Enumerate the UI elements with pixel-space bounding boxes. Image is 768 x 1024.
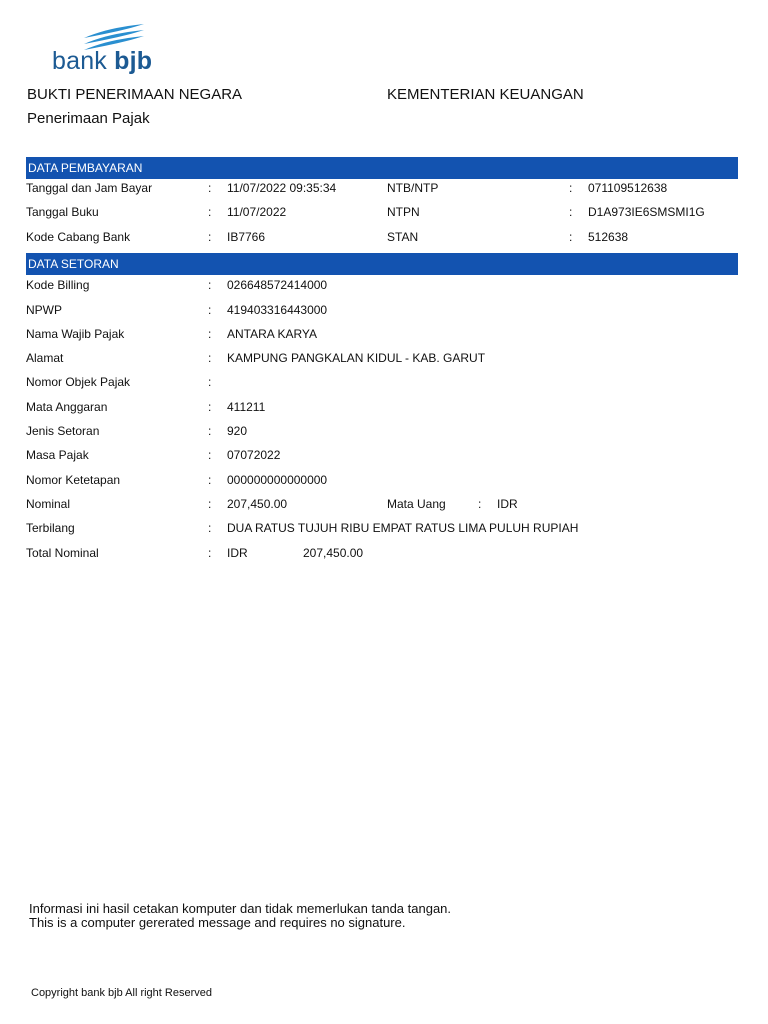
field-label: Nama Wajib Pajak — [26, 327, 125, 341]
field-label: Nomor Ketetapan — [26, 473, 121, 487]
field-value: 411211 — [227, 400, 266, 414]
colon: : — [478, 497, 482, 511]
field-label: Tanggal dan Jam Bayar — [26, 181, 153, 195]
field-label: Tanggal Buku — [26, 205, 99, 219]
payment-row — [0, 205, 768, 221]
field-label: Terbilang — [26, 521, 75, 535]
deposit-row — [0, 375, 768, 391]
colon: : — [208, 424, 212, 438]
colon: : — [569, 205, 573, 219]
field-label: Total Nominal — [26, 546, 99, 560]
ministry-title: KEMENTERIAN KEUANGAN — [387, 86, 584, 103]
colon: : — [208, 278, 212, 292]
field-value: 512638 — [588, 230, 629, 244]
deposit-row — [0, 448, 768, 464]
total-amount: 207,450.00 — [303, 546, 364, 560]
colon: : — [208, 181, 212, 195]
field-value: D1A973IE6SMSMI1G — [588, 205, 705, 219]
colon: : — [208, 546, 212, 560]
field-value: 07072022 — [227, 448, 281, 462]
colon: : — [208, 400, 212, 414]
currency-value: IDR — [227, 546, 248, 560]
colon: : — [569, 181, 573, 195]
copyright: Copyright bank bjb All right Reserved — [31, 987, 212, 999]
field-label: Nomor Objek Pajak — [26, 375, 131, 389]
field-value: DUA RATUS TUJUH RIBU EMPAT RATUS LIMA PULUH RUPIAH — [227, 521, 579, 535]
field-value: 071109512638 — [588, 181, 668, 195]
payment-row — [0, 181, 768, 197]
logo-wordmark: bank bjb — [52, 47, 153, 75]
deposit-row — [0, 303, 768, 319]
footer-note-id: Informasi ini hasil cetakan komputer dan tidak memerlukan tanda tangan. — [29, 901, 452, 916]
field-value: 920 — [227, 424, 248, 438]
field-label: Nominal — [26, 497, 71, 511]
deposit-row — [0, 327, 768, 343]
deposit-row — [0, 521, 768, 537]
colon: : — [208, 327, 212, 341]
colon: : — [208, 303, 212, 317]
field-label: Mata Uang — [387, 497, 446, 511]
colon: : — [208, 205, 212, 219]
field-label: Mata Anggaran — [26, 400, 108, 414]
colon: : — [208, 375, 212, 389]
document-title: BUKTI PENERIMAAN NEGARA — [27, 86, 243, 103]
field-value: IDR — [497, 497, 518, 511]
document-subtitle: Penerimaan Pajak — [27, 110, 150, 127]
field-value: 11/07/2022 — [227, 205, 287, 219]
field-label: STAN — [387, 230, 419, 244]
field-value: 207,450.00 — [227, 497, 288, 511]
deposit-row — [0, 546, 768, 562]
colon: : — [208, 473, 212, 487]
deposit-row — [0, 351, 768, 367]
field-value: 000000000000000 — [227, 473, 328, 487]
field-label: Kode Billing — [26, 278, 90, 292]
field-value: KAMPUNG PANGKALAN KIDUL - KAB. GARUT — [227, 351, 486, 365]
field-value: 11/07/2022 09:35:34 — [227, 181, 337, 195]
section-title: DATA PEMBAYARAN — [28, 161, 143, 175]
field-value: 419403316443000 — [227, 303, 328, 317]
field-value: ANTARA KARYA — [227, 327, 318, 341]
field-label: NPWP — [26, 303, 62, 317]
colon: : — [208, 497, 212, 511]
field-label: Jenis Setoran — [26, 424, 100, 438]
field-label: NTPN — [387, 205, 420, 219]
payment-row — [0, 230, 768, 246]
bank-bjb-logo — [52, 24, 162, 78]
section-header-setoran — [26, 253, 738, 275]
field-label: NTB/NTP — [387, 181, 439, 195]
colon: : — [208, 448, 212, 462]
deposit-row — [0, 497, 768, 513]
section-title: DATA SETORAN — [28, 257, 119, 271]
footer-note-en: This is a computer gererated message and requires no signature. — [29, 915, 406, 930]
deposit-row — [0, 278, 768, 294]
deposit-row — [0, 473, 768, 489]
colon: : — [569, 230, 573, 244]
section-header-pembayaran — [26, 157, 738, 179]
colon: : — [208, 521, 212, 535]
field-label: Alamat — [26, 351, 64, 365]
colon: : — [208, 351, 212, 365]
field-label: Kode Cabang Bank — [26, 230, 131, 244]
deposit-row — [0, 424, 768, 440]
field-value: IB7766 — [227, 230, 266, 244]
deposit-row — [0, 400, 768, 416]
colon: : — [208, 230, 212, 244]
field-label: Masa Pajak — [26, 448, 89, 462]
field-value: 026648572414000 — [227, 278, 328, 292]
